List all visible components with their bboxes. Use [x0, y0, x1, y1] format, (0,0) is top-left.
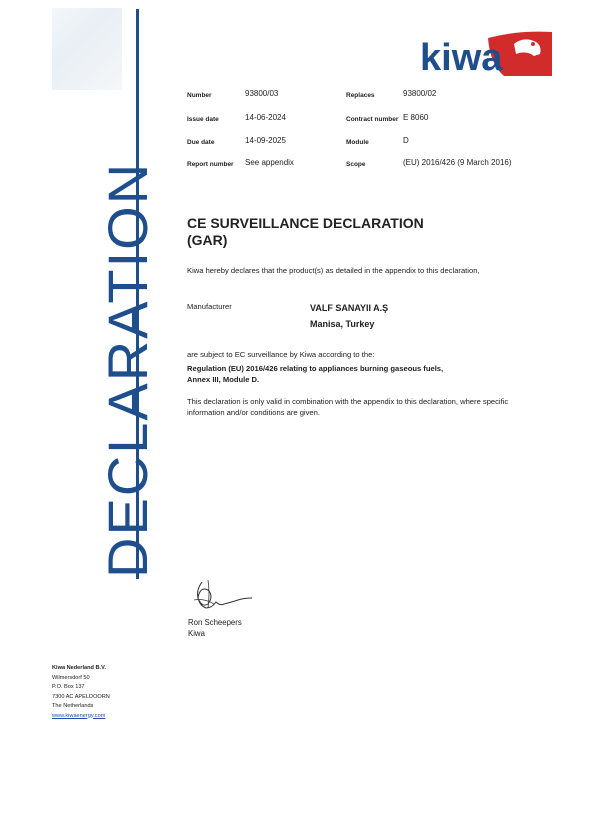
footer-address — [52, 664, 110, 721]
title-line-2: (GAR) — [187, 232, 228, 248]
due-date-label: Due date — [187, 139, 215, 146]
document-title — [187, 215, 424, 249]
footer-country: The Netherlands — [52, 703, 94, 709]
manufacturer-name: VALF SANAYII A.Ş — [310, 303, 389, 313]
validity-line-1: This declaration is only valid in combination with the appendix to this declaration, where specific — [187, 397, 509, 406]
manufacturer-block — [310, 300, 388, 332]
module-value: D — [403, 136, 409, 145]
watermark-graphic — [52, 8, 122, 90]
signatory-name: Ron Scheepers — [188, 618, 242, 627]
replaces-label: Replaces — [346, 92, 375, 99]
contract-number-label: Contract number — [346, 116, 399, 123]
subject-text: are subject to EC surveillance by Kiwa according to the: — [187, 350, 375, 359]
side-title: DECLARATION — [96, 161, 159, 578]
signature — [188, 578, 256, 618]
manufacturer-location: Manisa, Turkey — [310, 319, 375, 329]
report-number-value: See appendix — [245, 158, 294, 167]
replaces-value: 93800/02 — [403, 89, 437, 98]
manufacturer-label: Manufacturer — [187, 302, 232, 311]
kiwa-logo — [418, 30, 552, 78]
intro-text: Kiwa hereby declares that the product(s) as detailed in the appendix to this declaration, — [187, 266, 480, 275]
signatory-org: Kiwa — [188, 629, 205, 638]
regulation-line-2: Annex III, Module D. — [187, 375, 260, 384]
footer-company: Kiwa Nederland B.V. — [52, 665, 106, 671]
footer-city: 7300 AC APELDOORN — [52, 693, 110, 700]
number-label: Number — [187, 92, 212, 99]
footer-website-link[interactable]: www.kiwaenergy.com — [52, 712, 106, 719]
title-line-1: CE SURVEILLANCE DECLARATION — [187, 215, 424, 231]
number-value: 93800/03 — [245, 89, 279, 98]
module-label: Module — [346, 139, 369, 146]
report-number-label: Report number — [187, 161, 234, 168]
logo-text: kiwa — [420, 37, 503, 78]
regulation-line-1: Regulation (EU) 2016/426 relating to appliances burning gaseous fuels, — [187, 364, 444, 373]
footer-street: Wilmersdorf 50 — [52, 674, 90, 681]
scope-value: (EU) 2016/426 (9 March 2016) — [403, 158, 512, 167]
issue-date-value: 14-06-2024 — [245, 113, 286, 122]
due-date-value: 14-09-2025 — [245, 136, 286, 145]
scope-label: Scope — [346, 161, 366, 168]
validity-line-2: information and/or conditions are given. — [187, 408, 320, 417]
issue-date-label: Issue date — [187, 116, 219, 123]
footer-pobox: P.O. Box 137 — [52, 684, 85, 690]
contract-number-value: E 8060 — [403, 113, 429, 122]
